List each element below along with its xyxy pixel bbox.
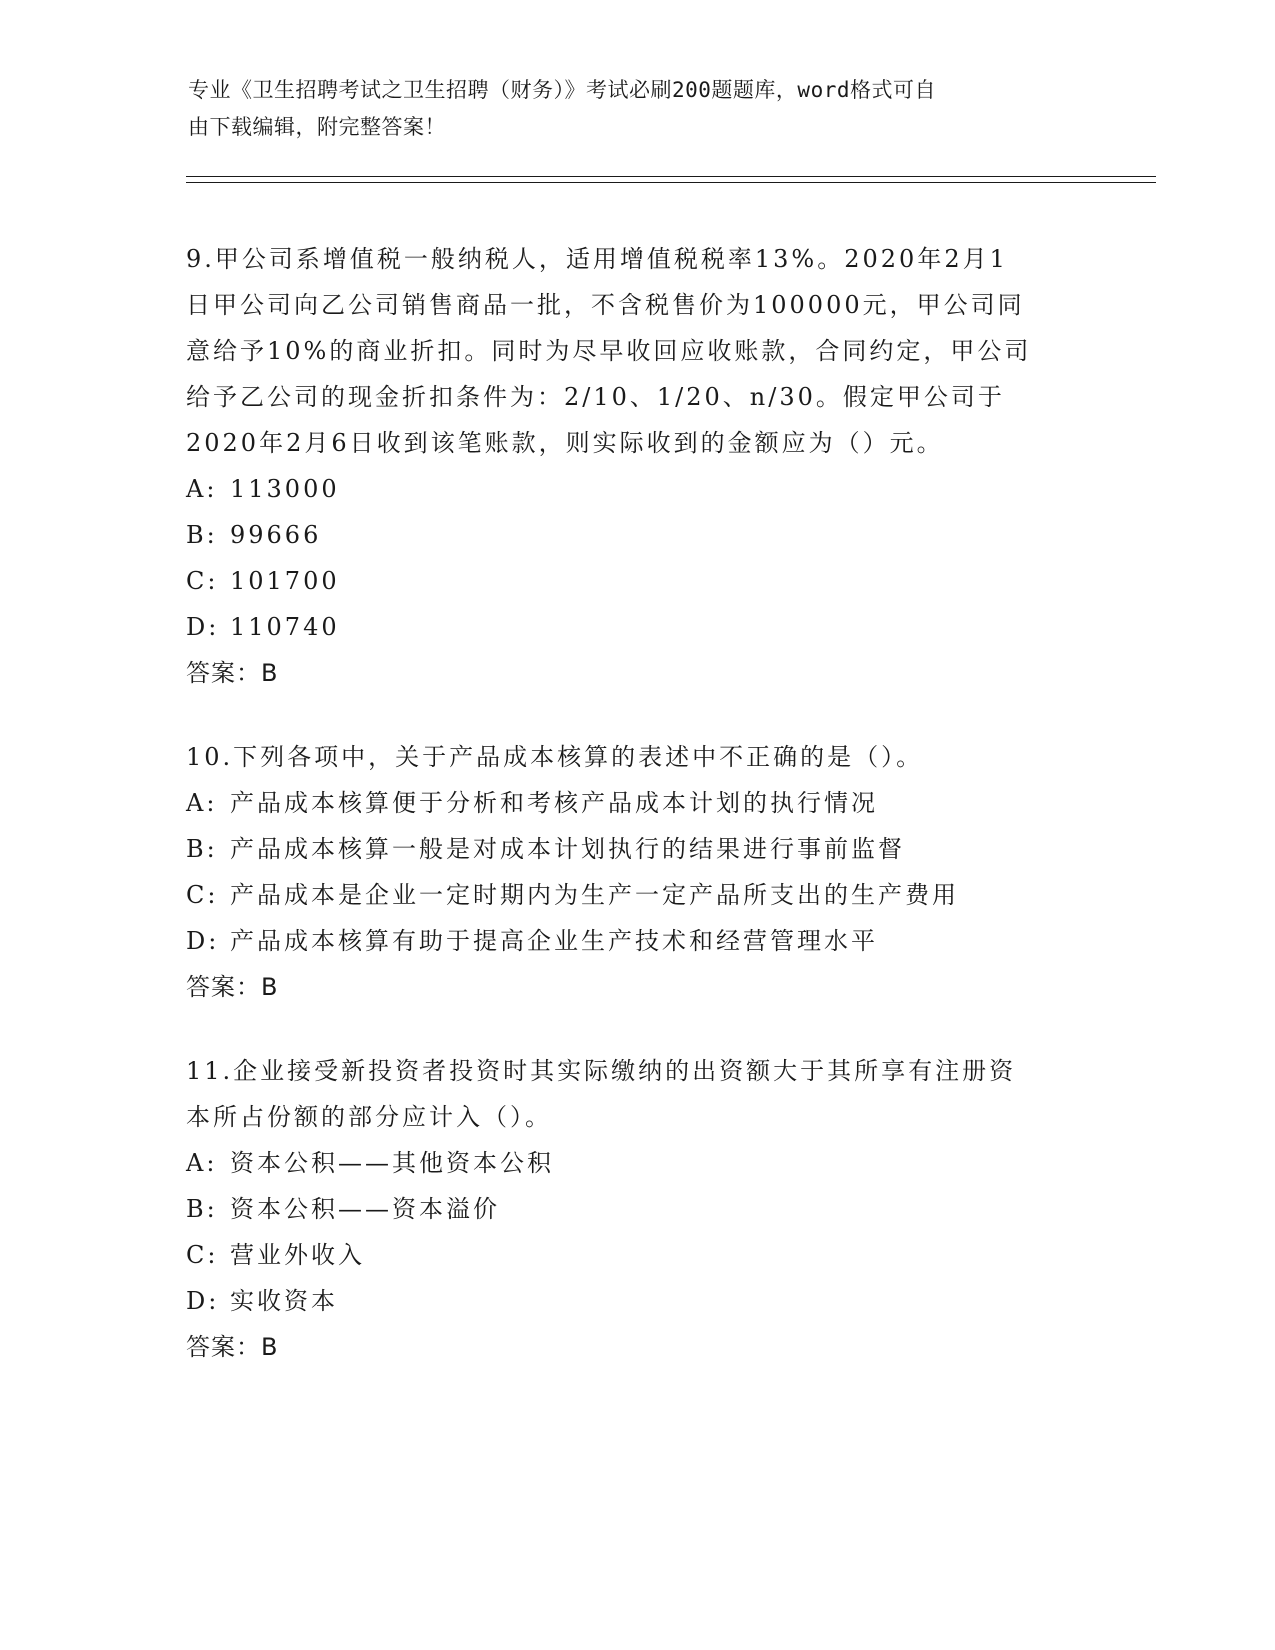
option-b — [186, 826, 1086, 872]
question-stem-line: 9.甲公司系增值税一般纳税人，适用增值税税率13%。2020年2月1 — [186, 245, 1008, 273]
option-b — [186, 512, 1086, 558]
option-text: 101700 — [230, 567, 340, 595]
question-stem-line: 意给予10%的商业折扣。同时为尽早收回应收账款，合同约定，甲公司 — [186, 337, 1032, 365]
question-stem-line: 10.下列各项中，关于产品成本核算的表述中不正确的是（）。 — [186, 743, 924, 771]
option-text: 资本公积——资本溢价 — [230, 1195, 500, 1223]
option-text: 产品成本核算一般是对成本计划执行的结果进行事前监督 — [230, 835, 905, 863]
option-a — [186, 1140, 1086, 1186]
option-key: D: — [186, 927, 220, 955]
option-key: C: — [186, 881, 219, 909]
option-text: 资本公积——其他资本公积 — [230, 1149, 554, 1177]
answer: 答案：B — [186, 1333, 279, 1361]
option-key: B: — [186, 1195, 218, 1223]
option-c — [186, 558, 1086, 604]
question-9 — [186, 236, 1086, 696]
question-stem-line: 给予乙公司的现金折扣条件为：2/10、1/20、n/30。假定甲公司于 — [186, 383, 1005, 411]
question-stem-line: 2020年2月6日收到该笔账款，则实际收到的金额应为（）元。 — [186, 429, 944, 457]
option-key: D: — [186, 1287, 220, 1315]
option-d — [186, 604, 1086, 650]
answer: 答案：B — [186, 659, 279, 687]
header-rule-top — [186, 176, 1156, 177]
option-d — [186, 1278, 1086, 1324]
option-key: B: — [186, 521, 218, 549]
option-key: A: — [186, 1149, 218, 1177]
question-stem-line: 本所占份额的部分应计入（）。 — [186, 1103, 552, 1131]
option-text: 110740 — [230, 613, 340, 641]
option-key: A: — [186, 789, 218, 817]
option-b — [186, 1186, 1086, 1232]
option-c — [186, 1232, 1086, 1278]
option-key: D: — [186, 613, 220, 641]
option-text: 产品成本核算便于分析和考核产品成本计划的执行情况 — [230, 789, 878, 817]
question-stem-line: 11.企业接受新投资者投资时其实际缴纳的出资额大于其所享有注册资 — [186, 1057, 1017, 1085]
header-rule-bottom — [186, 182, 1156, 183]
option-key: B: — [186, 835, 218, 863]
option-text: 营业外收入 — [230, 1241, 365, 1269]
question-11 — [186, 1048, 1086, 1370]
document-header — [188, 72, 1078, 146]
option-d — [186, 918, 1086, 964]
option-key: C: — [186, 1241, 219, 1269]
option-a — [186, 466, 1086, 512]
header-line-2: 由下载编辑，附完整答案！ — [188, 115, 446, 139]
option-key: A: — [186, 475, 218, 503]
answer: 答案：B — [186, 973, 279, 1001]
option-text: 113000 — [230, 475, 340, 503]
header-line-1: 专业《卫生招聘考试之卫生招聘（财务）》考试必刷200题题库，word格式可自 — [188, 78, 936, 102]
question-stem-line: 日甲公司向乙公司销售商品一批，不含税售价为100000元，甲公司同 — [186, 291, 1025, 319]
option-text: 99666 — [230, 521, 322, 549]
question-list — [186, 236, 1086, 1408]
option-a — [186, 780, 1086, 826]
option-key: C: — [186, 567, 219, 595]
option-text: 实收资本 — [230, 1287, 338, 1315]
question-10 — [186, 734, 1086, 1010]
option-text: 产品成本核算有助于提高企业生产技术和经营管理水平 — [230, 927, 878, 955]
option-c — [186, 872, 1086, 918]
option-text: 产品成本是企业一定时期内为生产一定产品所支出的生产费用 — [230, 881, 959, 909]
